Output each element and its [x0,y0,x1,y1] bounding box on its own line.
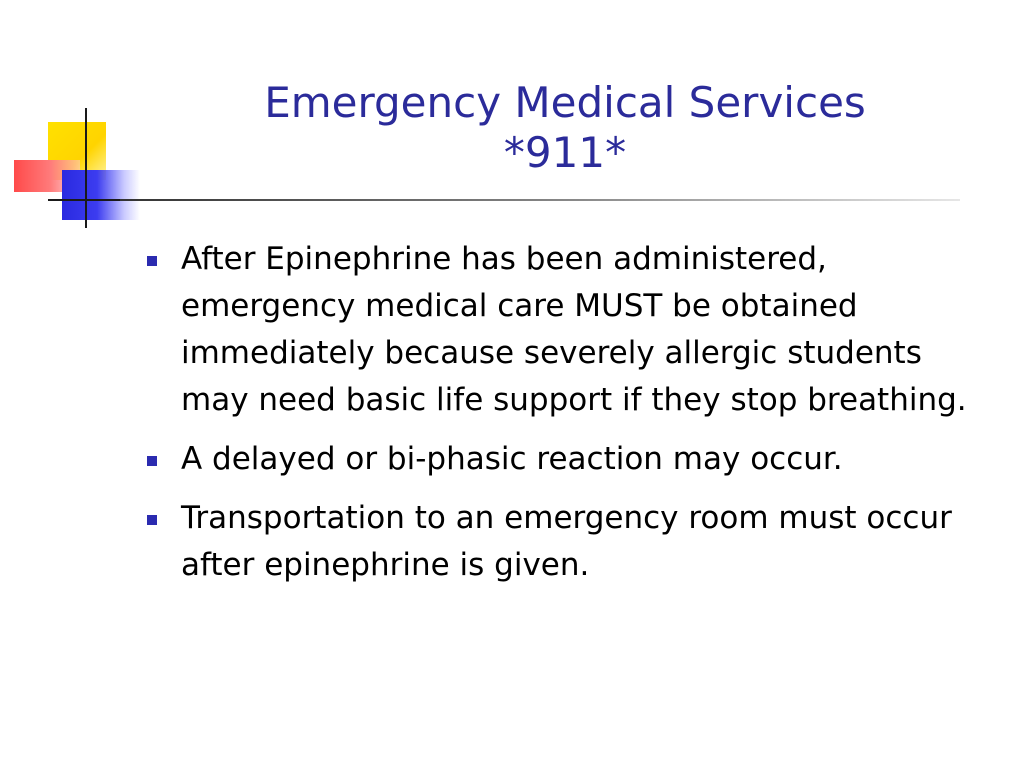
bullet-item [140,495,970,589]
bullet-text: A delayed or bi-phasic reaction may occur. [181,441,843,477]
title-line-1: Emergency Medical Services [264,78,866,127]
title-line-2: *911* [503,128,627,177]
bullet-item [140,236,970,424]
decorative-blue-block [62,170,140,220]
slide-title [150,78,980,178]
bullet-item [140,436,970,483]
bullet-text: After Epinephrine has been administered, emergency medical care MUST be obtained immediately because severely allergic students may need basic life support if they stop breathing. [181,241,967,418]
square-bullet-icon [147,456,157,466]
square-bullet-icon [147,515,157,525]
bullet-list [140,236,970,601]
square-bullet-icon [147,256,157,266]
title-divider [120,199,960,201]
decorative-vertical-line [85,108,87,228]
bullet-text: Transportation to an emergency room must occur after epinephrine is given. [181,500,952,583]
